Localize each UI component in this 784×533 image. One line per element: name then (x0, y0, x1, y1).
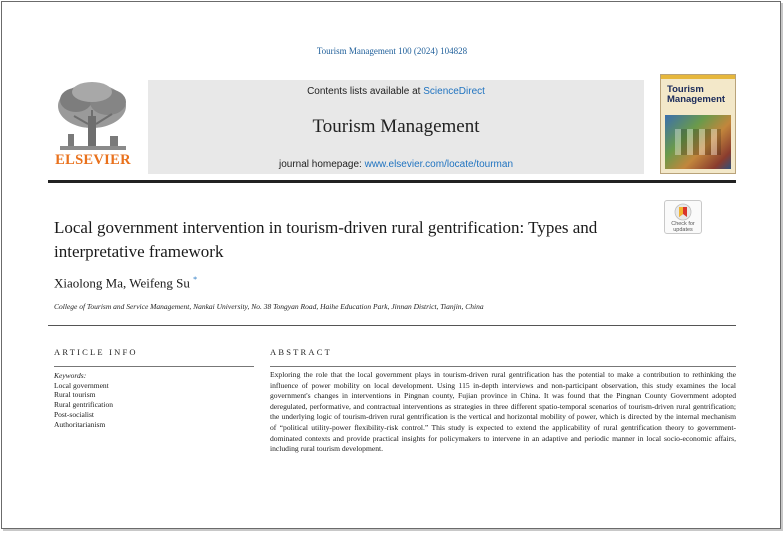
elsevier-wordmark: ELSEVIER (55, 152, 131, 168)
homepage-line (148, 159, 644, 170)
cover-title (667, 85, 725, 105)
article-title: Local government intervention in tourism-driven rural gentrification: Types and interpretative framework (54, 218, 598, 261)
article-info-rule (54, 366, 254, 367)
abstract-heading: ABSTRACT (270, 347, 332, 357)
check-for-updates-button[interactable] (664, 200, 702, 234)
journal-cover-thumbnail[interactable] (660, 74, 736, 174)
keyword-item: Local government (54, 380, 109, 390)
keywords-label: Keywords: (54, 371, 87, 380)
journal-citation[interactable]: Tourism Management 100 (2024) 104828 (316, 46, 468, 56)
contents-line (148, 86, 644, 97)
article-page (1, 1, 781, 529)
journal-header (48, 74, 736, 180)
keyword-item: Rural gentrification (54, 400, 113, 410)
author-names: Xiaolong Ma, Weifeng Su (54, 275, 190, 291)
check-updates-icon (674, 203, 692, 221)
check-updates-label (665, 221, 701, 233)
journal-homepage-link[interactable]: www.elsevier.com/locate/tourman (364, 159, 514, 170)
keywords-block (54, 371, 113, 429)
abstract-rule (270, 366, 736, 367)
check-updates-line2: updates (673, 227, 693, 233)
journal-banner (148, 80, 644, 174)
author-affiliation: College of Tourism and Service Management, Nankai University, No. 38 Tongyan Road, Haihe Education Park, Jinnan District, Tianjin, China (54, 302, 484, 311)
article-info-heading: ARTICLE INFO (54, 347, 138, 357)
keyword-item: Rural tourism (54, 390, 96, 400)
check-updates-line1: Check for (671, 221, 695, 227)
elsevier-tree-icon (52, 80, 134, 154)
corresponding-author-mark[interactable]: * (193, 275, 198, 284)
keyword-item: Post-socialist (54, 409, 95, 419)
abstract-body: Exploring the role that the local government plays in tourism-driven rural gentrification has the potential to make a contribution to rethinking the influence of power mobility on local development. Using 115 in-depth interviews and non-participant observation, this study examines the local government's changes in interventions in Pingnan county, Fujian province in China. It was found that the Pingnan County Government adopted deregulated, performative, and contractual interventions as strategies in three different spatio-temporal scenarios of tourism-driven rural gentrification; the underlying logic of tourism-driven rural gentrification is the vertical and horizontal mobility of power, which is directed by the internal mechanism of “political utility-power flexibility-risk control.” This study is expected to extend the applicability of rural gentrification theory to government-dominated contexts and provide practical insights for policymakers to intervene in an adaptive and periodic manner in local socio-economic affairs, including rural tourism development. (270, 370, 736, 454)
author-list (54, 275, 197, 291)
cover-band (661, 75, 735, 79)
cover-title-line1: Tourism (667, 84, 704, 95)
cover-title-line2: Management (667, 94, 726, 105)
metadata-divider (48, 325, 736, 326)
cover-photo (665, 115, 731, 169)
contents-prefix: Contents lists available at (307, 86, 424, 97)
header-divider (48, 180, 736, 183)
homepage-prefix: journal homepage: (278, 159, 365, 170)
keyword-item: Authoritarianism (54, 419, 106, 429)
journal-title: Tourism Management (312, 116, 480, 137)
sciencedirect-link[interactable]: ScienceDirect (423, 86, 485, 97)
